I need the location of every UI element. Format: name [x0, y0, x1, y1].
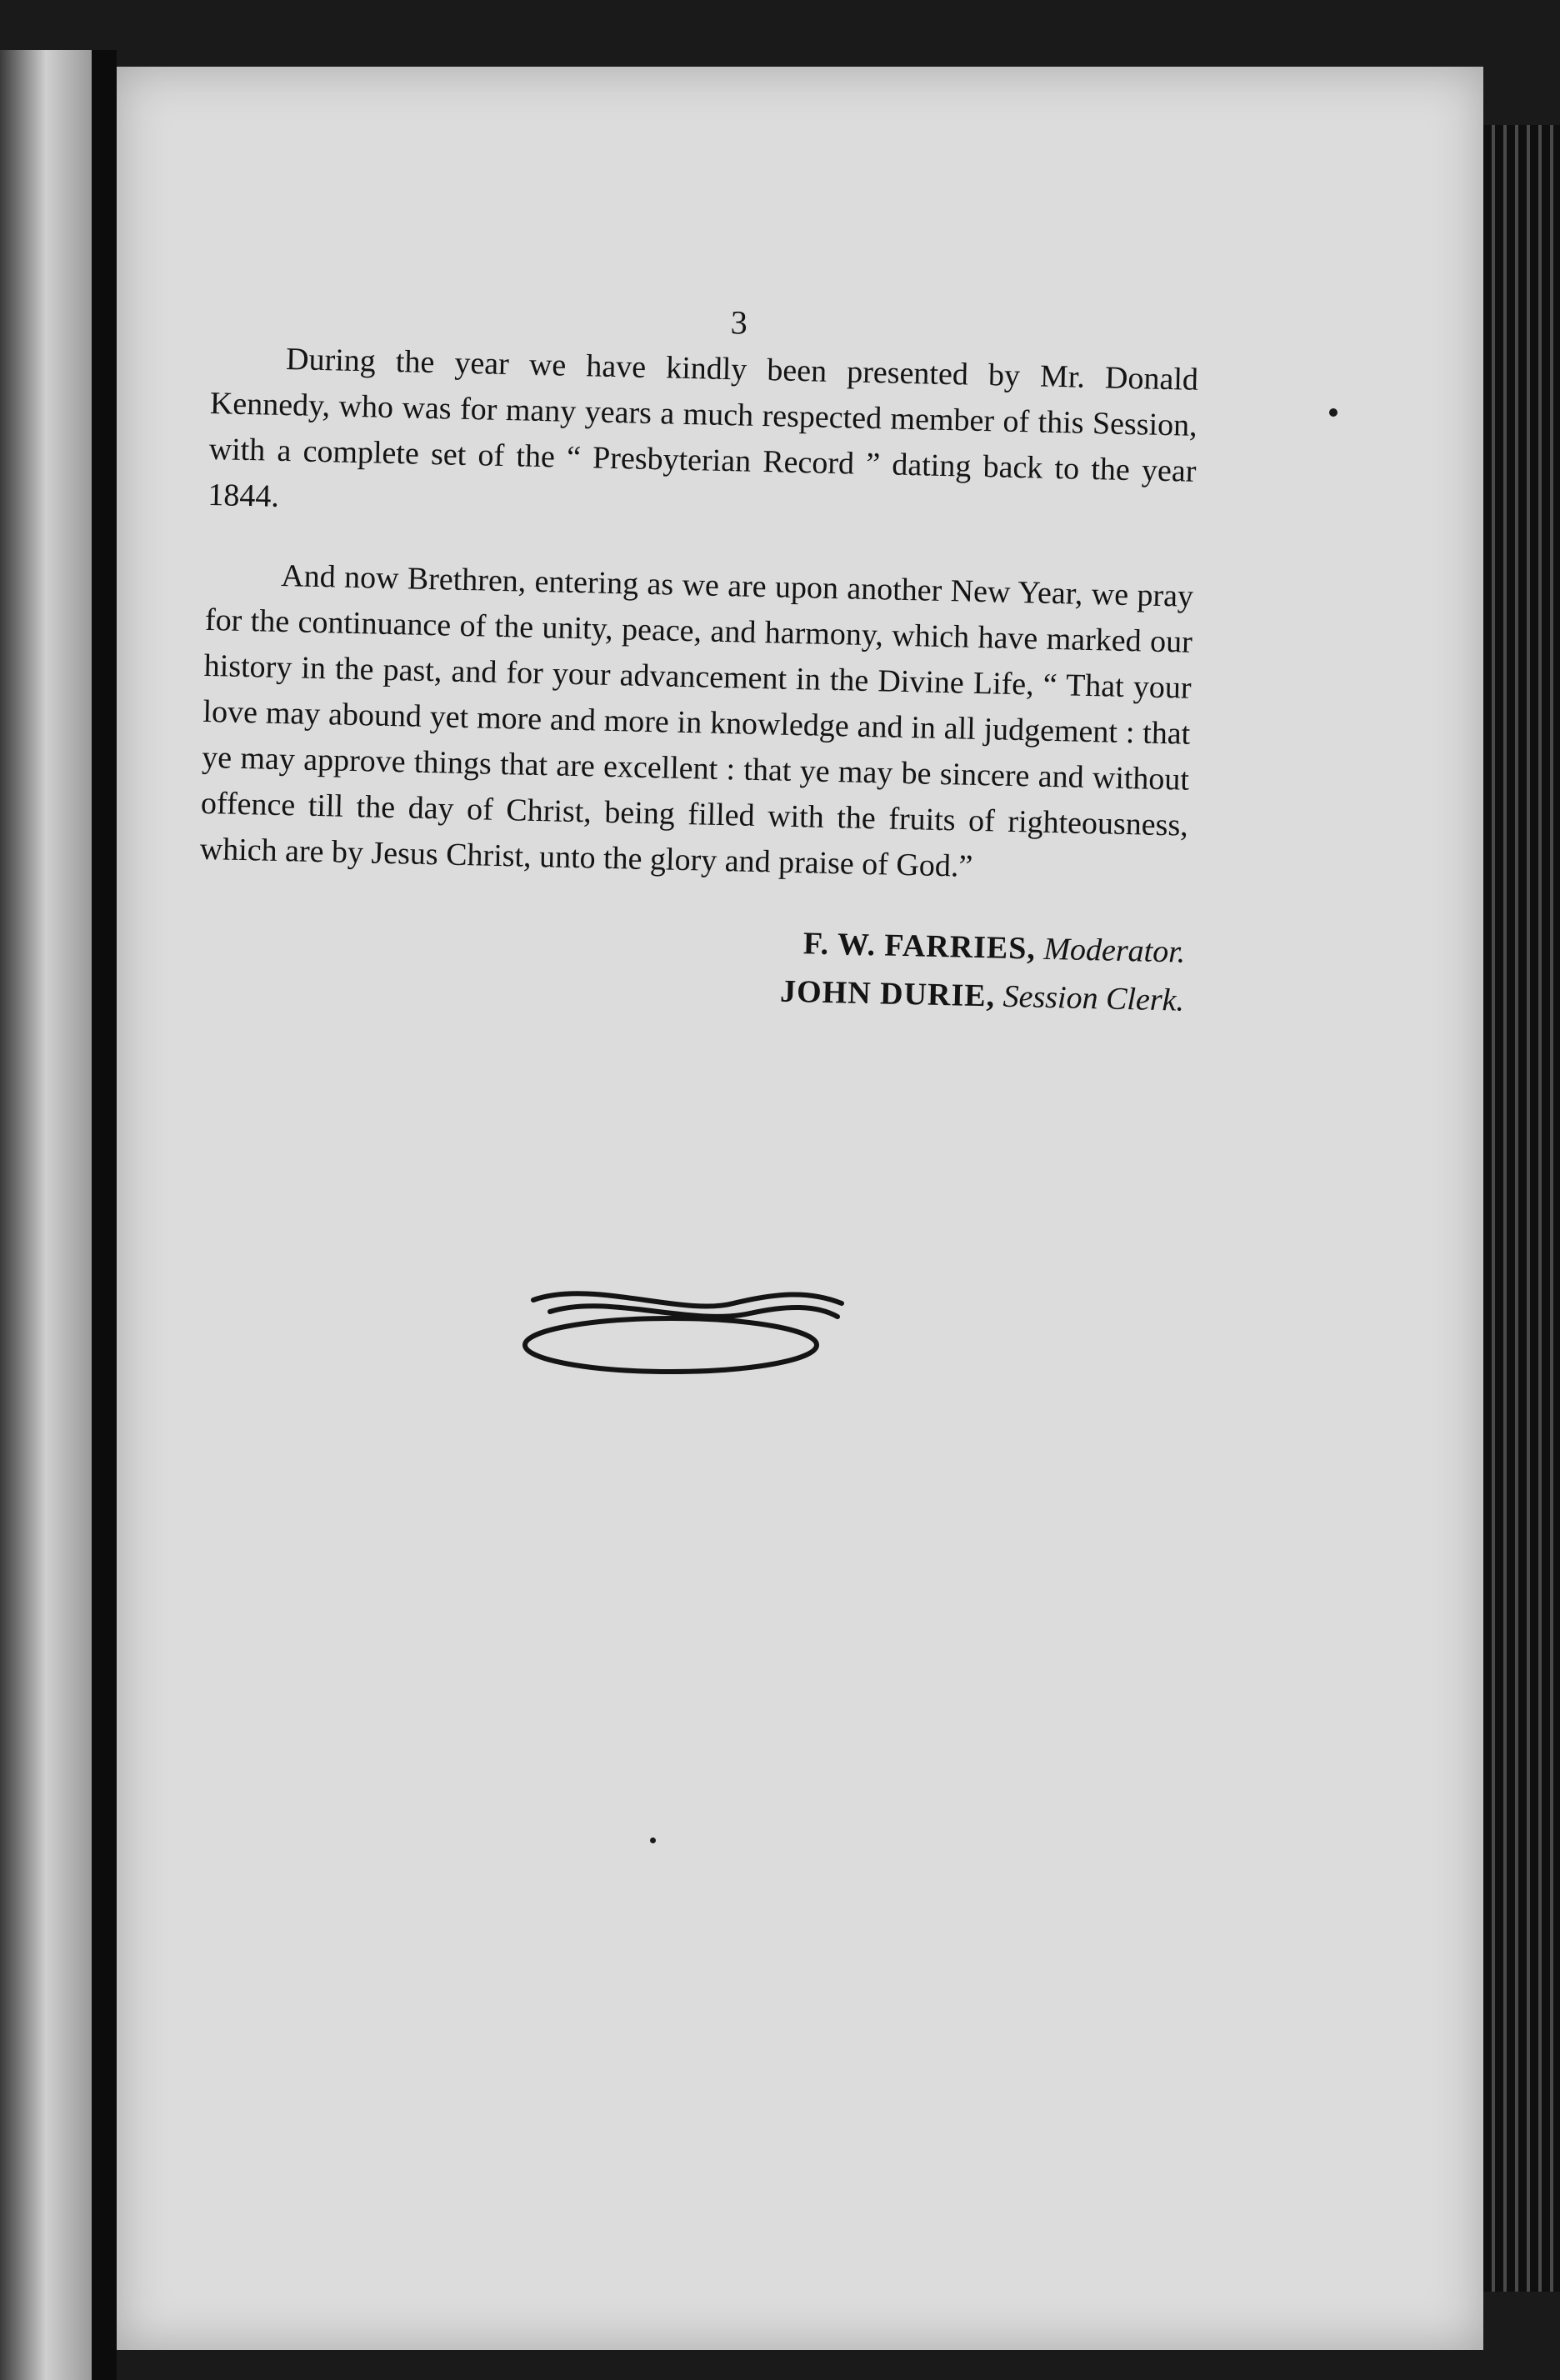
signature-title: Moderator.	[1042, 931, 1186, 970]
ink-speck	[650, 1838, 656, 1843]
book-gutter	[92, 50, 117, 2380]
paragraph-new-year-prayer: And now Brethren, entering as we are upon another New Year, we pray for the continuance of the unity, peace, and harmony, which have marked our history in the past, and for your advancement in the Divine Life, “ That your love may abound yet more and more in knowledge and in all judgement : that ye may approve things that are excellent : that ye may be sincere and without offence till the day of Christ, being filled with the fruits of righteousness, which are by Jesus Christ, unto the glory and praise of God.”	[199, 558, 1194, 884]
signature-name: JOHN DURIE,	[779, 973, 996, 1014]
decorative-flourish-ornament	[500, 1283, 850, 1383]
book-fore-edge	[1483, 125, 1560, 2292]
ink-speck	[1329, 408, 1338, 417]
signature-name: F. W. FARRIES,	[802, 926, 1037, 967]
signature-title: Session Clerk.	[1002, 978, 1185, 1018]
page-number: 3	[730, 303, 748, 342]
left-page-edge	[0, 50, 92, 2380]
paragraph-kennedy-gift: During the year we have kindly been presented by Mr. Donald Kennedy, who was for many years a much respected member of this Session, with a complete set of the “ Presbyterian Record ” dating back to the year 1844.	[207, 342, 1199, 514]
page-text	[197, 292, 1200, 1025]
